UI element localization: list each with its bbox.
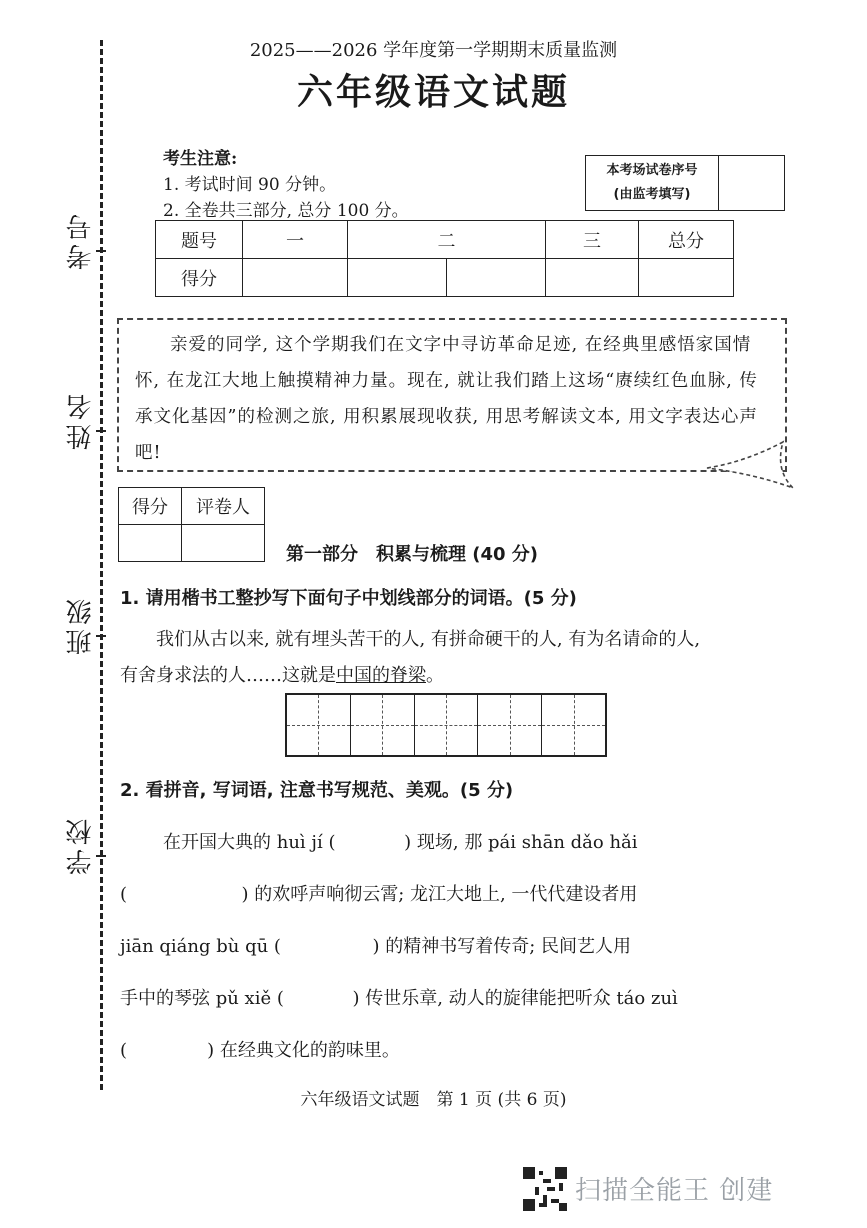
qr-code-icon — [523, 1167, 567, 1211]
grid-cell[interactable] — [351, 695, 415, 755]
q1-underlined-phrase: 中国的脊梁 — [336, 665, 426, 686]
question-1-text — [120, 622, 792, 694]
pinyin-text: jiān qiáng bù qū ( ) 的精神书写着传奇; 民间艺人用 — [120, 936, 632, 957]
pinyin-text: 手中的琴弦 pǔ xiě ( ) 传世乐章, 动人的旋律能把听众 táo zuì — [120, 988, 678, 1009]
scanner-watermark: 扫描全能王 创建 — [575, 1176, 774, 1206]
binding-rule — [96, 635, 106, 637]
grid-cell[interactable] — [415, 695, 479, 755]
grid-cell[interactable] — [287, 695, 351, 755]
score-cell[interactable] — [243, 259, 348, 297]
class-label: 班级 — [66, 595, 96, 655]
pinyin-text: ( ) 的欢呼声响彻云霄; 龙江大地上, 一代代建设者用 — [120, 884, 638, 905]
serial-label-line: 本考场试卷序号 — [606, 163, 698, 178]
candidate-notice — [163, 146, 409, 224]
score-header: 题号 — [156, 221, 243, 259]
score-cell[interactable] — [348, 259, 447, 297]
part1-title: 第一部分 积累与梳理 (40 分) — [286, 544, 539, 565]
notice-line: 2. 全卷共三部分, 总分 100 分。 — [163, 201, 409, 221]
school-label: 学校 — [66, 815, 96, 875]
grader-score-cell[interactable] — [119, 525, 182, 562]
pinyin-line — [120, 984, 800, 1010]
q1-text-part: 。 — [426, 665, 444, 686]
score-header: 二 — [348, 221, 546, 259]
score-header: 总分 — [639, 221, 734, 259]
writing-grid[interactable] — [285, 693, 607, 757]
binding-dashed-line — [100, 40, 103, 1090]
serial-label-line: (由监考填写) — [613, 187, 691, 202]
notice-line: 1. 考试时间 90 分钟。 — [163, 175, 337, 195]
binding-rule — [96, 855, 106, 857]
page-footer: 六年级语文试题 第 1 页 (共 6 页) — [300, 1090, 567, 1110]
question-2-prompt: 2. 看拼音, 写词语, 注意书写规范、美观。(5 分) — [120, 780, 514, 801]
grader-score-label: 得分 — [119, 488, 182, 525]
score-table — [155, 220, 734, 297]
score-header: 一 — [243, 221, 348, 259]
question-1-prompt: 1. 请用楷书工整抄写下面句子中划线部分的词语。(5 分) — [120, 588, 577, 609]
q1-text-part: 有舍身求法的人……这就是 — [120, 665, 336, 686]
grid-cell[interactable] — [542, 695, 605, 755]
binding-rule — [96, 250, 106, 252]
pinyin-text: 在开国大典的 huì jí ( ) 现场, 那 pái shān dǎo hǎi — [163, 832, 638, 853]
score-cell[interactable] — [546, 259, 639, 297]
pinyin-text: ( ) 在经典文化的韵味里。 — [120, 1040, 400, 1061]
q1-text-line — [120, 658, 792, 694]
serial-input-cell[interactable] — [719, 156, 784, 210]
score-row-label: 得分 — [156, 259, 243, 297]
exam-title: 六年级语文试题 — [296, 72, 570, 113]
pinyin-line — [120, 1036, 800, 1062]
exam-subtitle: 2025——2026 学年度第一学期期末质量监测 — [249, 40, 618, 61]
binding-rule — [96, 430, 106, 432]
pinyin-line — [120, 880, 800, 906]
exam-number-label: 考号 — [66, 210, 96, 270]
pinyin-line — [163, 828, 843, 854]
grader-name-cell[interactable] — [182, 525, 265, 562]
serial-label — [586, 156, 719, 210]
name-label: 姓名 — [66, 390, 96, 450]
grader-name-label: 评卷人 — [182, 488, 265, 525]
intro-box — [117, 318, 787, 472]
pinyin-line — [120, 932, 800, 958]
page-curl-decoration — [705, 440, 795, 490]
intro-text: 亲爱的同学, 这个学期我们在文字中寻访革命足迹, 在经典里感悟家国情怀, 在龙江大地上触摸精神力量。现在, 就让我们踏上这场“赓续红色血脉, 传承文化基因”的检测之旅, 用积累展现收获, 用思考解读文本, 用文字表达心声吧! — [135, 335, 758, 463]
notice-heading: 考生注意: — [163, 149, 238, 169]
grader-table — [118, 487, 265, 562]
score-cell[interactable] — [639, 259, 734, 297]
q1-text-line: 我们从古以来, 就有埋头苦干的人, 有拼命硬干的人, 有为名请命的人, — [156, 629, 701, 650]
score-cell[interactable] — [447, 259, 546, 297]
score-header: 三 — [546, 221, 639, 259]
paper-serial-box — [585, 155, 785, 211]
grid-cell[interactable] — [478, 695, 542, 755]
